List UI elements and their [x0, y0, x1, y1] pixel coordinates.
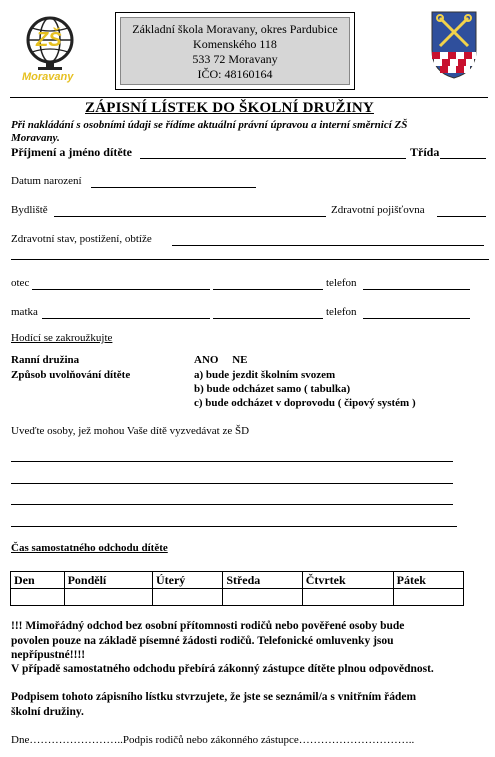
address-label: Bydliště: [11, 204, 48, 216]
table-header-cell: Čtvrtek: [302, 572, 393, 589]
coat-of-arms-icon: [430, 10, 478, 80]
circle-note: Hodící se zakroužkujte: [11, 332, 113, 344]
table-cell[interactable]: [302, 589, 393, 606]
table-row: [11, 589, 464, 606]
mother-field-2[interactable]: [213, 318, 323, 319]
health-label: Zdravotní stav, postižení, obtíže: [11, 233, 152, 245]
pickup-person-field-2[interactable]: [11, 483, 453, 484]
class-field[interactable]: [440, 158, 486, 159]
solo-departure-label: Čas samostatného odchodu dítěte: [11, 542, 168, 554]
school-name: Základní škola Moravany, okres Pardubice: [132, 22, 338, 36]
header-divider: [10, 97, 488, 98]
father-phone-label: telefon: [326, 277, 357, 289]
health-field-2[interactable]: [11, 259, 489, 260]
mother-phone-label: telefon: [326, 306, 357, 318]
father-field[interactable]: [32, 289, 210, 290]
pickup-person-field-3[interactable]: [11, 504, 453, 505]
table-cell[interactable]: [223, 589, 302, 606]
release-option-a[interactable]: a) bude jezdit školním svozem: [194, 369, 336, 381]
table-header-cell: Středa: [223, 572, 302, 589]
table-header-row: [11, 572, 464, 589]
table-header-cell: Den: [11, 572, 65, 589]
insurance-field[interactable]: [437, 216, 486, 217]
school-header-box: [115, 12, 355, 90]
insurance-label: Zdravotní pojišťovna: [331, 204, 425, 216]
morning-care-options[interactable]: ANO NE: [194, 354, 248, 366]
logo-caption: Moravany: [22, 71, 74, 83]
school-ico: IČO: 48160164: [197, 67, 273, 81]
mother-phone-field[interactable]: [363, 318, 470, 319]
health-field[interactable]: [172, 245, 484, 246]
school-street: Komenského 118: [193, 37, 277, 51]
table-header-cell: Pondělí: [64, 572, 152, 589]
confirm-line-2: školní družiny.: [11, 706, 84, 718]
pickup-person-field-4[interactable]: [11, 526, 457, 527]
address-field[interactable]: [54, 216, 326, 217]
name-label: Příjmení a jméno dítěte: [11, 145, 132, 159]
father-field-2[interactable]: [213, 289, 323, 290]
release-method-label: Způsob uvolňování dítěte: [11, 369, 131, 381]
departure-time-table: [10, 571, 464, 606]
table-cell[interactable]: [64, 589, 152, 606]
dob-label: Datum narození: [11, 175, 82, 187]
mother-label: matka: [11, 306, 38, 318]
mother-field[interactable]: [42, 318, 210, 319]
municipal-crest: [430, 10, 478, 80]
pickup-person-field-1[interactable]: [11, 461, 453, 462]
table-cell[interactable]: [11, 589, 65, 606]
school-city: 533 72 Moravany: [192, 52, 278, 66]
father-phone-field[interactable]: [363, 289, 470, 290]
name-field[interactable]: [140, 158, 406, 159]
confirm-line-1: Podpisem tohoto zápisního lístku stvrzujete, že jste se seznámil/a s vnitřním řádem: [11, 691, 417, 703]
warning-line-3: nepřípustné!!!!: [11, 649, 86, 661]
signature-line[interactable]: Dne……………………..Podpis rodičů nebo zákonného zástupce…………………………..: [11, 734, 415, 746]
table-header-cell: Úterý: [152, 572, 222, 589]
gdpr-notice-line2: Moravany.: [11, 132, 60, 144]
class-label: Třída: [410, 145, 440, 159]
release-option-b[interactable]: b) bude odcházet samo ( tabulka): [194, 383, 351, 395]
table-cell[interactable]: [152, 589, 222, 606]
release-option-c[interactable]: c) bude odcházet v doprovodu ( čipový systém ): [194, 397, 416, 409]
table-header-cell: Pátek: [393, 572, 463, 589]
pickup-persons-label: Uveďte osoby, jež mohou Vaše dítě vyzvedávat ze ŠD: [11, 425, 250, 437]
warning-line-4: V případě samostatného odchodu přebírá zákonný zástupce dítěte plnou odpovědnost.: [11, 663, 434, 675]
school-logo: [20, 10, 80, 85]
father-label: otec: [11, 277, 30, 289]
dob-field[interactable]: [91, 187, 256, 188]
warning-line-2: povolen pouze na základě písemné žádosti rodičů. Telefonické omluvenky jsou: [11, 635, 394, 647]
morning-care-label: Ranní družina: [11, 354, 80, 366]
logo-letters: ZŠ: [36, 29, 62, 51]
table-cell[interactable]: [393, 589, 463, 606]
form-title: ZÁPISNÍ LÍSTEK DO ŠKOLNÍ DRUŽINY: [85, 100, 374, 116]
warning-line-1: !!! Mimořádný odchod bez osobní přítomnosti rodičů nebo pověřené osoby bude: [11, 620, 405, 632]
gdpr-notice-line1: Při nakládání s osobními údaji se řídíme aktuální právní úpravou a interní směrnicí ZŠ: [11, 119, 408, 131]
